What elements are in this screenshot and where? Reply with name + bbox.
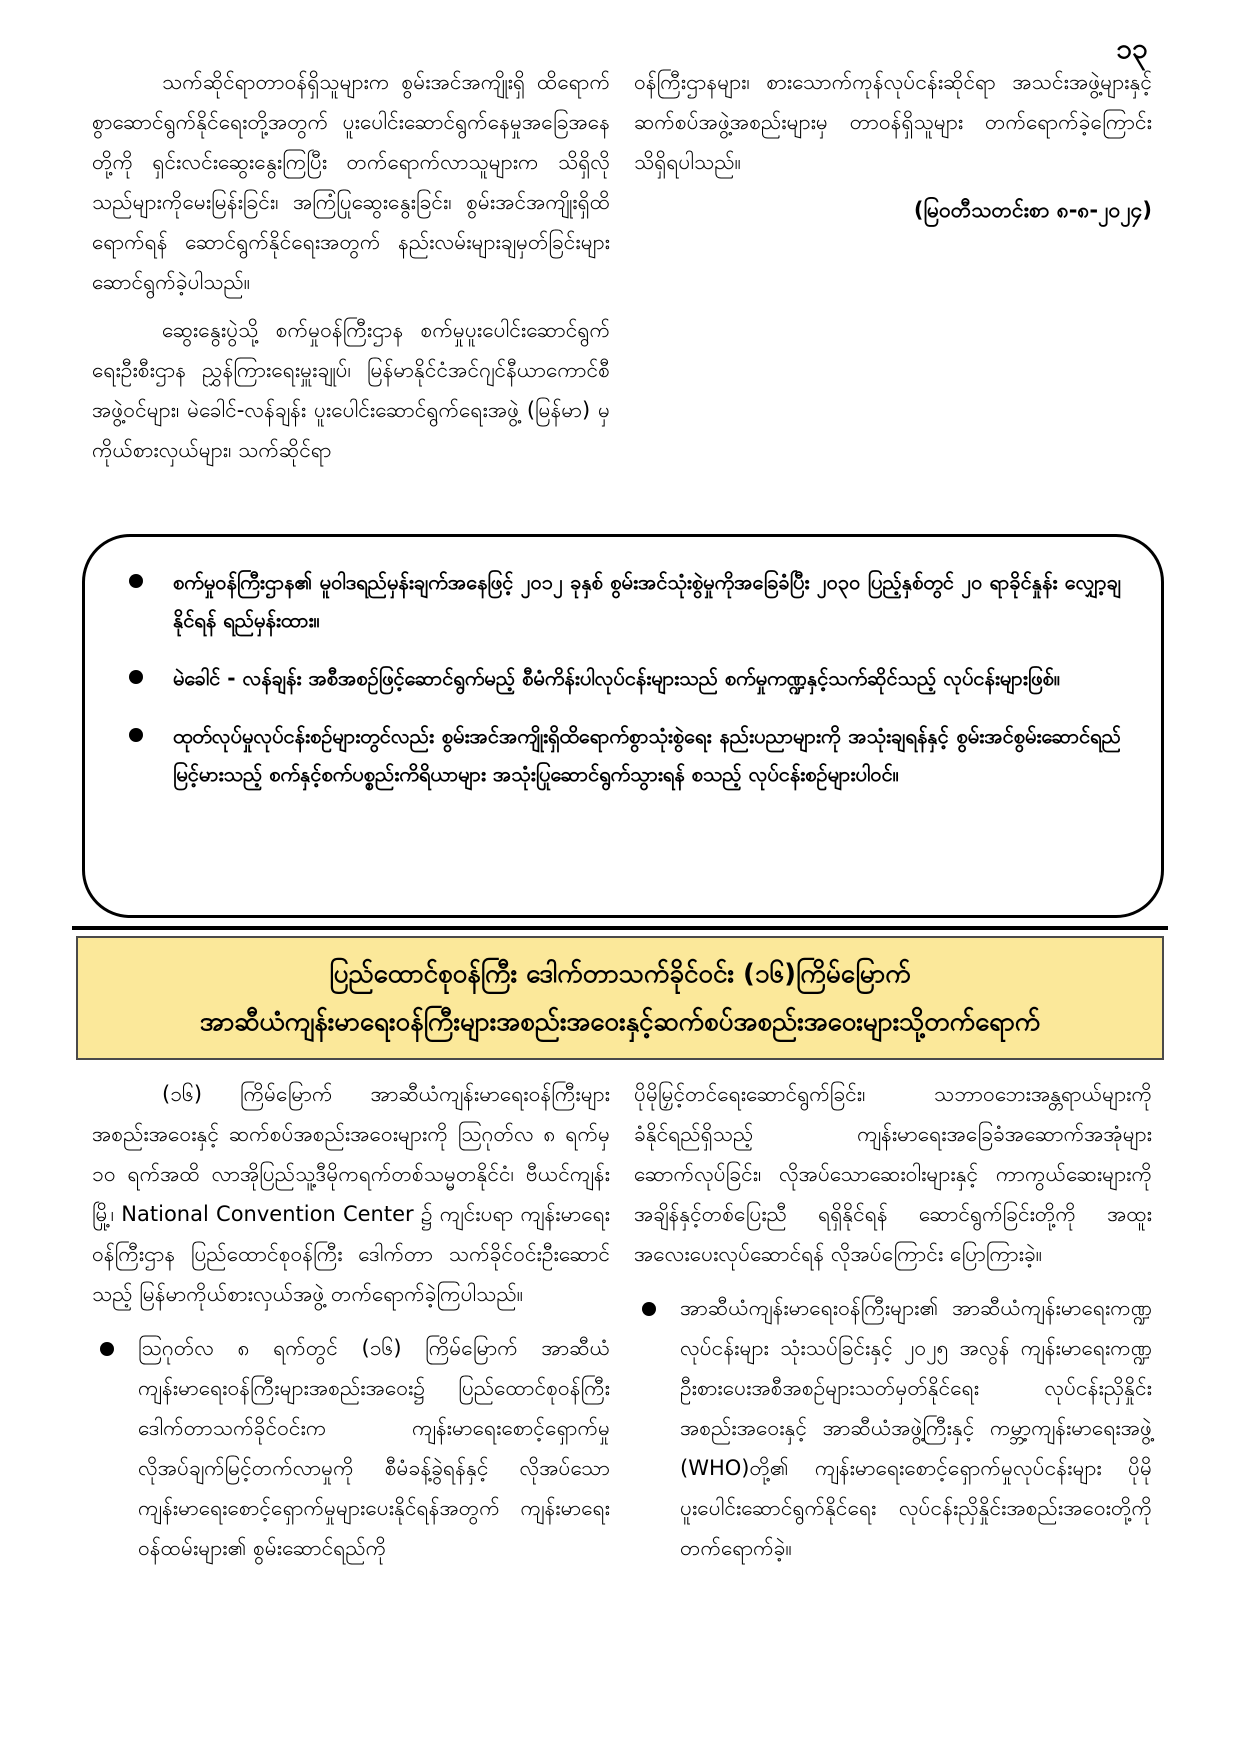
article-bullet-text: ဩဂုတ်လ ၈ ရက်တွင် (၁၆) ကြိမ်မြောက် အာဆီယံကျန်းမာရေးဝန်ကြီးများအစည်းအဝေး၌ ပြည်ထောင်စုဝန်ကြီး ဒေါက်တာသက်ခိုင်ဝင်းက ကျန်းမာရေးစောင့်ရှောက်မှုလိုအပ်ချက်မြင့်တက်လာမှုကို စီမံခန့်ခွဲရန်နှင့် လိုအပ်သော ကျန်းမာရေးစောင့်ရှောက်မှုများပေးနိုင်ရန်အတွက် ကျန်းမာရေးဝန်ထမ်းများ၏ စွမ်းဆောင်ရည်ကို [138,1336,610,1560]
article-paragraph: ဆွေးနွေးပွဲသို့ စက်မှုဝန်ကြီးဌာန စက်မှုပူးပေါင်းဆောင်ရွက်ရေးဦးစီးဌာန ညွှန်ကြားရေးမှူးချုပ်၊ မြန်မာနိုင်ငံအင်ဂျင်နီယာကောင်စီအဖွဲ့ဝင်များ၊ မဲခေါင်-လန်ချန်း ပူးပေါင်းဆောင်ရွက်ရေးအဖွဲ့ (မြန်မာ) မှ ကိုယ်စားလှယ်များ၊ သက်ဆိုင်ရာ [92,318,610,462]
article-bullet-list [634,1288,1152,1568]
headline-line-1: ပြည်ထောင်စုဝန်ကြီး ဒေါက်တာသက်ခိုင်ဝင်း (၁၆)ကြိမ်မြောက် [329,959,911,989]
bullet-icon [642,1302,656,1316]
top-left-column [92,62,610,522]
bottom-article [92,1074,1152,1724]
bullet-icon [129,574,143,588]
article-bullet-text: အာဆီယံကျန်းမာရေးဝန်ကြီးများ၏ အာဆီယံကျန်းမာရေးကဏ္ဍလုပ်ငန်းများ သုံးသပ်ခြင်းနှင့် ၂၀၂၅ အလွန် ကျန်းမာရေးကဏ္ဍ ဦးစားပေးအစီအစဉ်များသတ်မှတ်နိုင်ရေး လုပ်ငန်းညှိနှိုင်းအစည်းအဝေးနှင့် အာဆီယံအဖွဲ့ကြီးနှင့် ကမ္ဘာ့ကျန်းမာရေးအဖွဲ့ (WHO)တို့၏ ကျန်းမာရေးစောင့်ရှောက်မှုလုပ်ငန်းများ ပိုမိုပူးပေါင်းဆောင်ရွက်နိုင်ရေး လုပ်ငန်းညှိနှိုင်းအစည်းအဝေးတို့ကို တက်ရောက်ခဲ့။ [680,1296,1152,1560]
bullet-icon [129,728,143,742]
key-point-item [125,659,1121,697]
section-divider [72,926,1168,930]
top-right-column [634,62,1152,522]
article-paragraph: ပိုမိုမြှင့်တင်ရေးဆောင်ရွက်ခြင်း၊ သဘာဝဘေးအန္တရာယ်များကို ခံနိုင်ရည်ရှိသည့် ကျန်းမာရေးအခြေခံအဆောက်အအုံများ ဆောက်လုပ်ခြင်း၊ လိုအပ်သောဆေးဝါးများနှင့် ကာကွယ်ဆေးများကို အချိန်နှင့်တစ်ပြေးညီ ရရှိနိုင်ရန် ဆောင်ရွက်ခြင်းတို့ကို အထူးအလေးပေးလုပ်ဆောင်ရန် လိုအပ်ကြောင်း ပြောကြားခဲ့။ [634,1082,1152,1266]
key-points-list [125,563,1121,793]
key-points-box [82,534,1164,918]
article-bullet-list [92,1328,610,1568]
bottom-right-column [634,1074,1152,1724]
key-point-item [125,563,1121,639]
source-citation: (မြဝတီသတင်းစာ ၈-၈-၂၀၂၄) [913,198,1152,222]
key-point-text: စက်မှုဝန်ကြီးဌာန၏ မူဝါဒရည်မှန်းချက်အနေဖြင့် ၂၀၁၂ ခုနှစ် စွမ်းအင်သုံးစွဲမှုကိုအခြေခံပြီး ၂၀၃၀ ပြည့်နှစ်တွင် ၂၀ ရာခိုင်နှုန်း လျှော့ချနိုင်ရန် ရည်မှန်းထား။ [173,570,1121,632]
bullet-icon [100,1342,114,1356]
key-point-item [125,717,1121,793]
article-paragraph: ဝန်ကြီးဌာနများ၊ စားသောက်ကုန်လုပ်ငန်းဆိုင်ရာ အသင်းအဖွဲ့များနှင့် ဆက်စပ်အဖွဲ့အစည်းများမှ တာဝန်ရှိသူများ တက်ရောက်ခဲ့ကြောင်း သိရှိရပါသည်။ [634,70,1152,174]
article-paragraph: (၁၆) ကြိမ်မြောက် အာဆီယံကျန်းမာရေးဝန်ကြီးများအစည်းအဝေးနှင့် ဆက်စပ်အစည်းအဝေးများကို ဩဂုတ်လ ၈ ရက်မှ ၁၀ ရက်အထိ လာအိုပြည်သူ့ဒီမိုကရက်တစ်သမ္မတနိုင်ငံ၊ ဗီယင်ကျန်းမြို့၊ National Convention Center ၌ ကျင်းပရာ ကျန်းမာရေးဝန်ကြီးဌာန ပြည်ထောင်စုဝန်ကြီး ဒေါက်တာ သက်ခိုင်ဝင်းဦးဆောင်သည့် မြန်မာကိုယ်စားလှယ်အဖွဲ့ တက်ရောက်ခဲ့ကြပါသည်။ [92,1082,610,1306]
top-article-continuation [92,62,1152,522]
page-number: ၁၃ [1116,32,1148,65]
article-bullet-item [92,1328,610,1568]
headline-line-2: အာဆီယံကျန်းမာရေးဝန်ကြီးများအစည်းအဝေးနှင့်ဆက်စပ်အစည်းအဝေးများသို့တက်ရောက် [199,1007,1041,1037]
article-bullet-item [634,1288,1152,1568]
bullet-icon [129,670,143,684]
article-paragraph: သက်ဆိုင်ရာတာဝန်ရှိသူများက စွမ်းအင်အကျိုးရှိ ထိရောက်စွာဆောင်ရွက်နိုင်ရေးတို့အတွက် ပူးပေါင်းဆောင်ရွက်နေမှုအခြေအနေတို့ကို ရှင်းလင်းဆွေးနွေးကြပြီး တက်ရောက်လာသူများက သိရှိလိုသည်များကိုမေးမြန်းခြင်း၊ အကြံပြုဆွေးနွေးခြင်း၊ စွမ်းအင်အကျိုးရှိထိရောက်ရန် ဆောင်ရွက်နိုင်ရေးအတွက် နည်းလမ်းများချမှတ်ခြင်းများ ဆောင်ရွက်ခဲ့ပါသည်။ [92,70,610,294]
key-point-text: မဲခေါင် - လန်ချန်း အစီအစဉ်ဖြင့်ဆောင်ရွက်မည့် စီမံကိန်းပါလုပ်ငန်းများသည် စက်မှုကဏ္ဍနှင့်သက်ဆိုင်သည့် လုပ်ငန်းများဖြစ်။ [173,666,1060,690]
bottom-left-column [92,1074,610,1724]
key-point-text: ထုတ်လုပ်မှုလုပ်ငန်းစဉ်များတွင်လည်း စွမ်းအင်အကျိုးရှိထိရောက်စွာသုံးစွဲရေး နည်းပညာများကို အသုံးချရန်နှင့် စွမ်းအင်စွမ်းဆောင်ရည် မြင့်မားသည့် စက်နှင့်စက်ပစ္စည်းကိရိယာများ အသုံးပြုဆောင်ရွက်သွားရန် စသည့် လုပ်ငန်းစဉ်များပါဝင်။ [173,724,1121,786]
article-headline-banner [76,936,1164,1060]
